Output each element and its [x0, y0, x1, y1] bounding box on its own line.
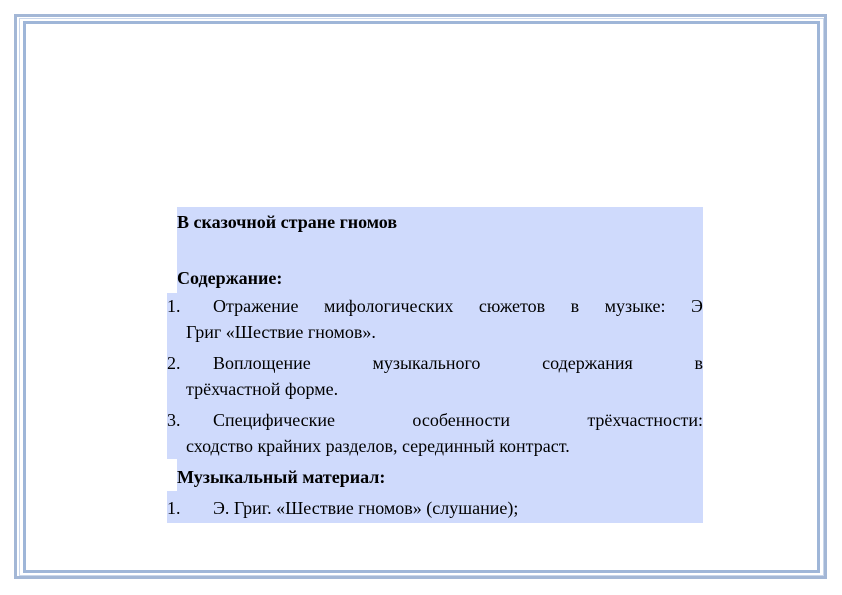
list-item-line2: трёхчастной форме. — [186, 379, 339, 399]
list-item-number: 1. — [167, 498, 181, 518]
content-heading: Содержание: — [177, 268, 283, 288]
list-item-number: 1. — [167, 296, 181, 316]
list-item-line2: Григ «Шествие гномов». — [186, 322, 376, 342]
list-item-line2: сходство крайних разделов, серединный контраст. — [186, 436, 570, 456]
page-title: В сказочной стране гномов — [177, 212, 398, 232]
spacer — [177, 235, 703, 265]
material-list — [167, 491, 703, 523]
list-item — [167, 495, 703, 521]
list-item — [167, 293, 703, 345]
list-item-number: 3. — [167, 410, 181, 430]
list-item — [167, 407, 703, 459]
list-item-line1: Специфические особенности трёхчастности: — [213, 410, 703, 430]
slide-content — [167, 207, 703, 523]
list-item — [167, 350, 703, 402]
list-item-number: 2. — [167, 353, 181, 373]
material-heading-block — [177, 459, 703, 491]
list-item-line1: Отражение мифологических сюжетов в музыке: Э — [213, 296, 703, 316]
list-item-line1: Воплощение музыкального содержания в — [213, 353, 703, 373]
material-heading: Музыкальный материал: — [177, 467, 386, 487]
list-item-text: Э. Григ. «Шествие гномов» (слушание); — [213, 498, 519, 518]
title-block — [177, 207, 703, 293]
content-list — [167, 293, 703, 459]
